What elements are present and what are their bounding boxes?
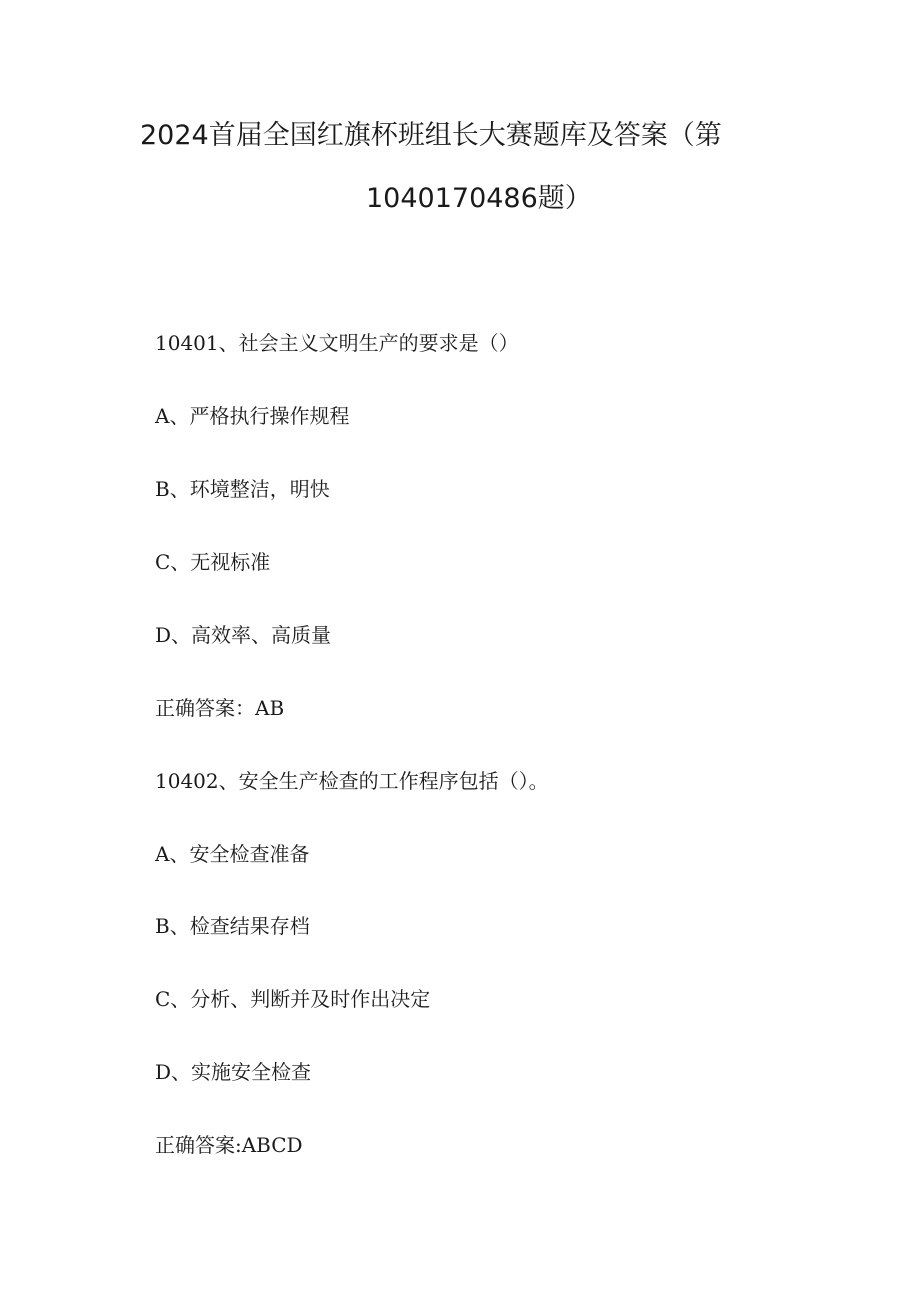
document-title-line-2: 1040170486题） <box>366 183 592 214</box>
option-c: C、无视标准 <box>155 550 271 574</box>
question-stem: 10401、社会主义文明生产的要求是（） <box>155 331 519 355</box>
option-b: B、环境整洁，明快 <box>155 477 330 501</box>
option-c: C、分析、判断并及时作出决定 <box>155 987 431 1011</box>
option-d: D、高效率、高质量 <box>155 623 332 647</box>
correct-answer: 正确答案:ABCD <box>155 1133 303 1157</box>
option-a: A、严格执行操作规程 <box>155 404 350 428</box>
option-a: A、安全检查准备 <box>155 842 310 866</box>
question-stem: 10402、安全生产检查的工作程序包括（）。 <box>155 769 549 793</box>
option-d: D、实施安全检查 <box>155 1060 312 1084</box>
option-b: B、检查结果存档 <box>155 914 310 938</box>
document-title-line-1: 2024首届全国红旗杯班组长大赛题库及答案（第 <box>140 120 722 151</box>
correct-answer: 正确答案：AB <box>155 696 285 720</box>
